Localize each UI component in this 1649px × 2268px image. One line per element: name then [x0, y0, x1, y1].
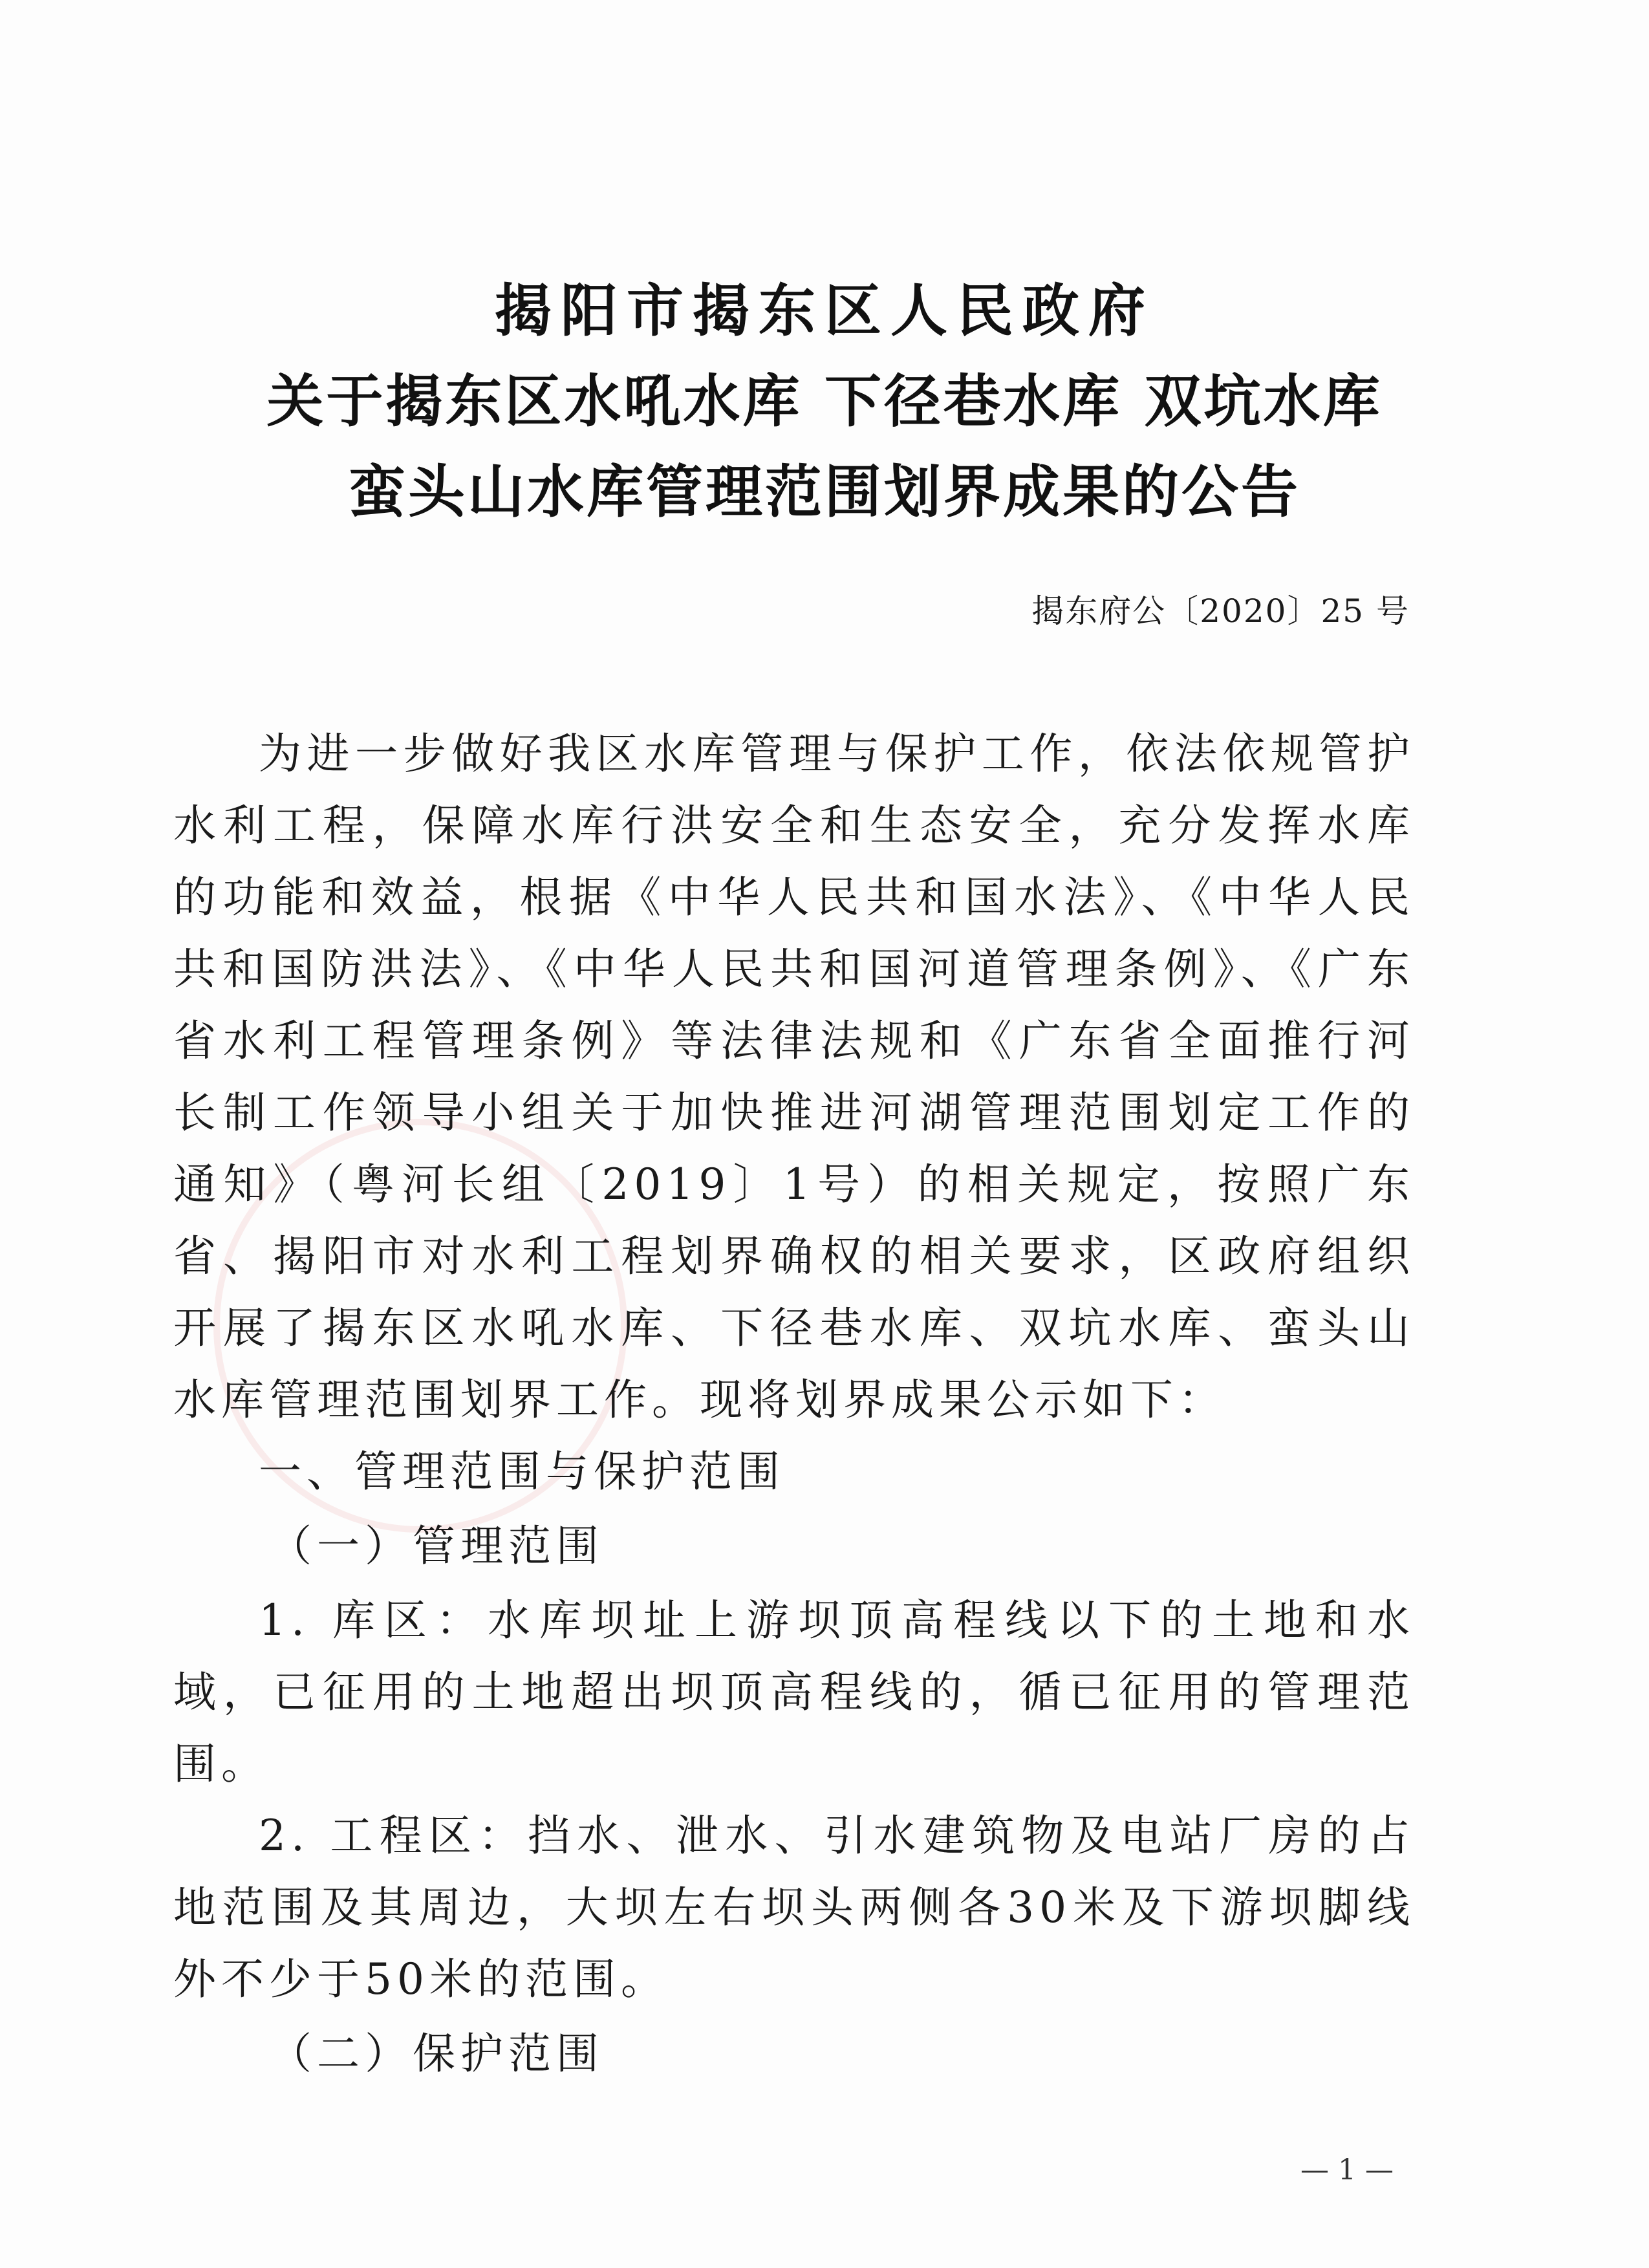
document-number: 揭东府公〔2020〕25 号 — [1031, 592, 1410, 630]
intro-paragraph: 为进一步做好我区水库管理与保护工作，依法依规管护水利工程，保障水库行洪安全和生态安全，充分发挥水库的功能和效益，根据《中华人民共和国水法》、《中华人民共和国防洪法》、《中华人民共和国河道管理条例》、《广东省水利工程管理条例》等法律法规和《广东省全面推行河长制工作领导小组关于加快推进河湖管理范围划定工作的通知》（粤河长组〔2019〕1号）的相关规定，按照广东省、揭阳市对水利工程划界确权的相关要求，区政府组织开展了揭东区水吼水库、下径巷水库、双坑水库、蛮头山水库管理范围划界工作。现将划界成果公示如下： — [173, 729, 1415, 1425]
subsection-1-heading: （一）管理范围 — [269, 1521, 604, 1571]
subsection-2-heading: （二）保护范围 — [269, 2029, 604, 2079]
title-line-3: 蛮头山水库管理范围划界成果的公告 — [348, 458, 1300, 525]
title-line-2: 关于揭东区水吼水库 下径巷水库 双坑水库 — [266, 367, 1383, 435]
document-body — [173, 718, 1415, 2092]
item-1-paragraph: 1. 库区：水库坝址上游坝顶高程线以下的土地和水域，已征用的土地超出坝顶高程线的，循已征用的管理范围。 — [173, 1595, 1415, 1789]
document-title — [0, 265, 1649, 537]
page-number: — 1 — — [1300, 2154, 1394, 2187]
item-2-paragraph: 2. 工程区：挡水、泄水、引水建筑物及电站厂房的占地范围及其周边，大坝左右坝头两侧各30米及下游坝脚线外不少于50米的范围。 — [173, 1811, 1415, 2004]
section-1-heading: 一、管理范围与保护范围 — [259, 1447, 785, 1496]
title-line-1: 揭阳市揭东区人民政府 — [494, 277, 1154, 344]
